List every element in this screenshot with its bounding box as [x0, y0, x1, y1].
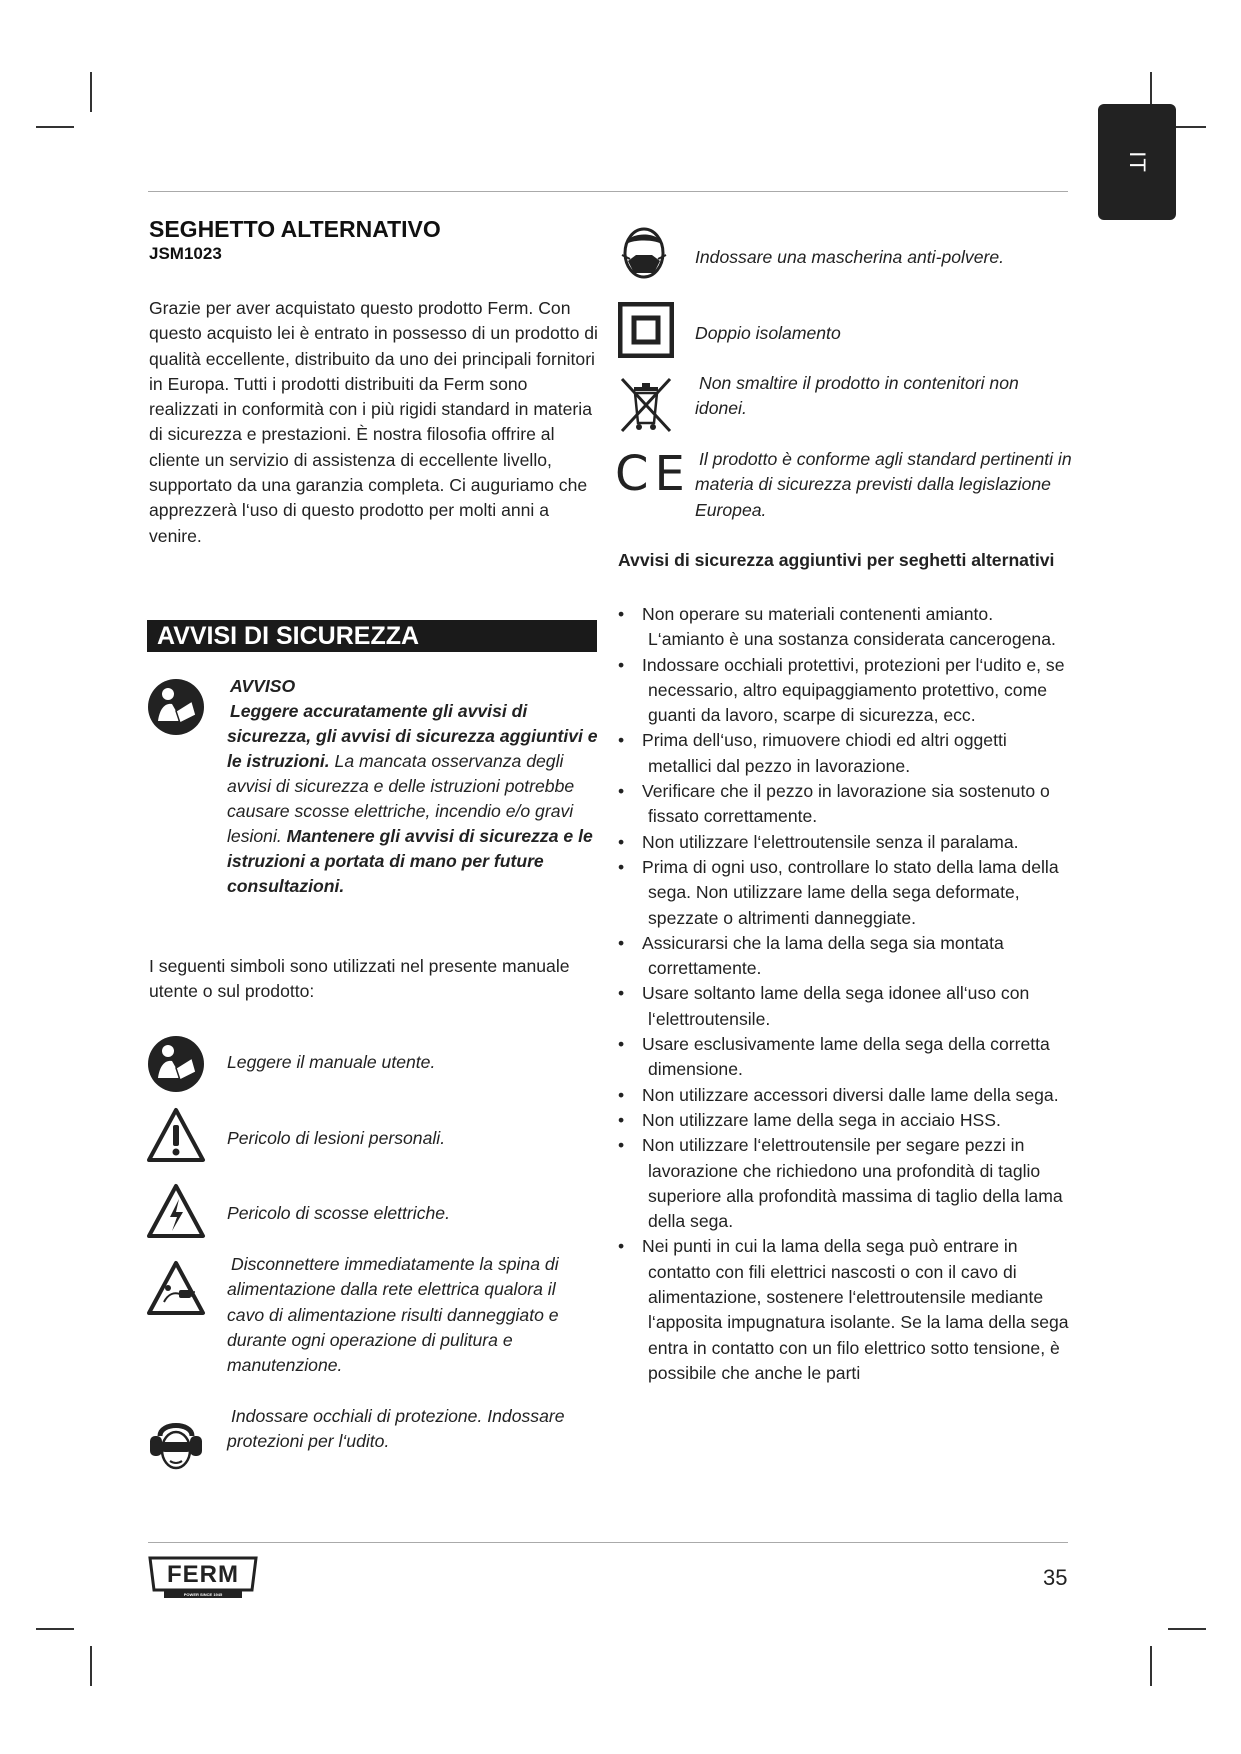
logo-tagline: POWER SINCE 1945: [183, 1592, 223, 1597]
warning-triangle-icon: [146, 1107, 206, 1163]
list-item: • Nei punti in cui la lama della sega può entrare in contatto con fili elettrici nascosti o con il cavo di alimentazione, sostenere l‘elettroutensile mediante l‘apposita impugnatura isolante. Se la lama della sega entra in contatto con un filo elettrico sotto tensione, è possibile che anche le parti: [618, 1234, 1073, 1386]
symbol-text-injury: Pericolo di lesioni personali.: [227, 1128, 446, 1148]
document-title: SEGHETTO ALTERNATIVO: [149, 216, 441, 242]
crop-mark: [1168, 1628, 1206, 1630]
symbol-text-disposal: Non smaltire il prodotto in contenitori non idonei.: [695, 373, 1019, 419]
dust-mask-icon: [618, 225, 670, 285]
unplug-warning-icon: [146, 1260, 206, 1316]
section-heading-safety: [147, 620, 597, 652]
bottom-rule: [148, 1542, 1068, 1543]
list-item: • Usare soltanto lame della sega idonee all‘uso con l‘elettroutensile.: [618, 981, 1073, 1032]
language-tab-label: IT: [1125, 151, 1150, 173]
symbol-text-ce: Il prodotto è conforme agli standard pertinenti in materia di sicurezza previsti dalla legislazione Europea.: [695, 449, 1072, 520]
read-manual-icon: [146, 677, 206, 737]
logo-brand: FERM: [167, 1561, 239, 1588]
crop-mark: [36, 126, 74, 128]
symbol-text-double-insulation: Doppio isolamento: [695, 323, 841, 343]
warning-text: La mancata osservanza degli avvisi di sicurezza e delle istruzioni potrebbe causare scosse elettriche, incendio e/o gravi lesioni.: [227, 751, 575, 846]
crop-mark: [36, 1628, 74, 1630]
list-item: • Verificare che il pezzo in lavorazione sia sostenuto o fissato correttamente.: [618, 779, 1073, 830]
list-item: • Prima di ogni uso, controllare lo stato della lama della sega. Non utilizzare lame della sega deformate, spezzate o altrimenti danneggiate.: [618, 855, 1073, 931]
crop-mark: [90, 72, 92, 112]
crop-mark: [90, 1646, 92, 1686]
warning-label: AVVISO: [230, 676, 296, 696]
list-item: • Non utilizzare l‘elettroutensile senza il paralama.: [618, 830, 1073, 855]
intro-paragraph: Grazie per aver acquistato questo prodotto Ferm. Con questo acquisto lei è entrato in possesso di un prodotto di qualità eccellente, distribuito da uno dei principali fornitori in Europa. Tutti i prodotti distribuiti da Ferm sono realizzati in conformità con i più rigidi standard in materia di sicurezza e prestazioni. È nostra filosofia offrire al cliente un servizio di assistenza di eccellente livello, supportato da una garanzia completa. Ci auguriamo che apprezzerà l‘uso di questo prodotto per molti anni a venire.: [149, 298, 598, 546]
ferm-logo: [148, 1554, 258, 1600]
symbol-text-eyes-ears: Indossare occhiali di protezione. Indossare protezioni per l‘udito.: [227, 1406, 565, 1452]
symbols-intro: I seguenti simboli sono utilizzati nel presente manuale utente o sul prodotto:: [149, 956, 570, 1002]
warning-bold-2: Mantenere gli avvisi di sicurezza e le istruzioni a portata di mano per future consultazioni.: [227, 826, 593, 896]
symbol-text-manual: Leggere il manuale utente.: [227, 1052, 436, 1072]
eye-ear-protection-icon: [146, 1414, 206, 1476]
top-rule: [148, 191, 1068, 192]
model-number: JSM1023: [149, 244, 222, 263]
warning-bold-1: Leggere accuratamente gli avvisi di sicurezza, gli avvisi di sicurezza aggiuntivi e le istruzioni.: [227, 701, 598, 771]
warning-block: [227, 674, 602, 899]
ce-mark-icon: CE: [615, 446, 691, 502]
list-item: • Assicurarsi che la lama della sega sia montata correttamente.: [618, 931, 1073, 982]
list-item: • Prima dell‘uso, rimuovere chiodi ed altri oggetti metallici dal pezzo in lavorazione.: [618, 728, 1073, 779]
read-manual-icon: [146, 1034, 206, 1094]
symbol-text-shock: Pericolo di scosse elettriche.: [227, 1203, 450, 1223]
double-insulation-icon: [618, 302, 674, 358]
section-heading-label: AVVISI DI SICUREZZA: [157, 622, 420, 650]
list-item: • Non utilizzare l‘elettroutensile per segare pezzi in lavorazione che richiedono una profondità di taglio superiore alla profondità massima di taglio della lama della sega.: [618, 1133, 1073, 1234]
crop-mark: [1150, 1646, 1152, 1686]
additional-safety-heading: Avvisi di sicurezza aggiuntivi per seghetti alternativi: [618, 550, 1055, 570]
list-item: • Non utilizzare lame della sega in acciaio HSS.: [618, 1108, 1073, 1133]
electric-shock-icon: [146, 1183, 206, 1239]
list-item: • Non operare su materiali contenenti amianto. L‘amianto è una sostanza considerata cancerogena.: [618, 602, 1073, 653]
symbol-text-mask: Indossare una mascherina anti-polvere.: [695, 247, 1005, 267]
list-item: • Indossare occhiali protettivi, protezioni per l‘udito e, se necessario, altro equipaggiamento protettivo, come guanti da lavoro, scarpe di sicurezza, ecc.: [618, 653, 1073, 729]
list-item: • Usare esclusivamente lame della sega della corretta dimensione.: [618, 1032, 1073, 1083]
list-item: • Non utilizzare accessori diversi dalle lame della sega.: [618, 1083, 1073, 1108]
additional-safety-list: [618, 602, 1073, 1386]
weee-disposal-icon: [618, 375, 674, 435]
page-number: 35: [1043, 1565, 1068, 1590]
language-tab: [1098, 104, 1176, 220]
symbol-text-unplug: Disconnettere immediatamente la spina di alimentazione dalla rete elettrica qualora il cavo di alimentazione risulti danneggiato e durante ogni operazione di pulitura e manutenzione.: [227, 1254, 559, 1376]
